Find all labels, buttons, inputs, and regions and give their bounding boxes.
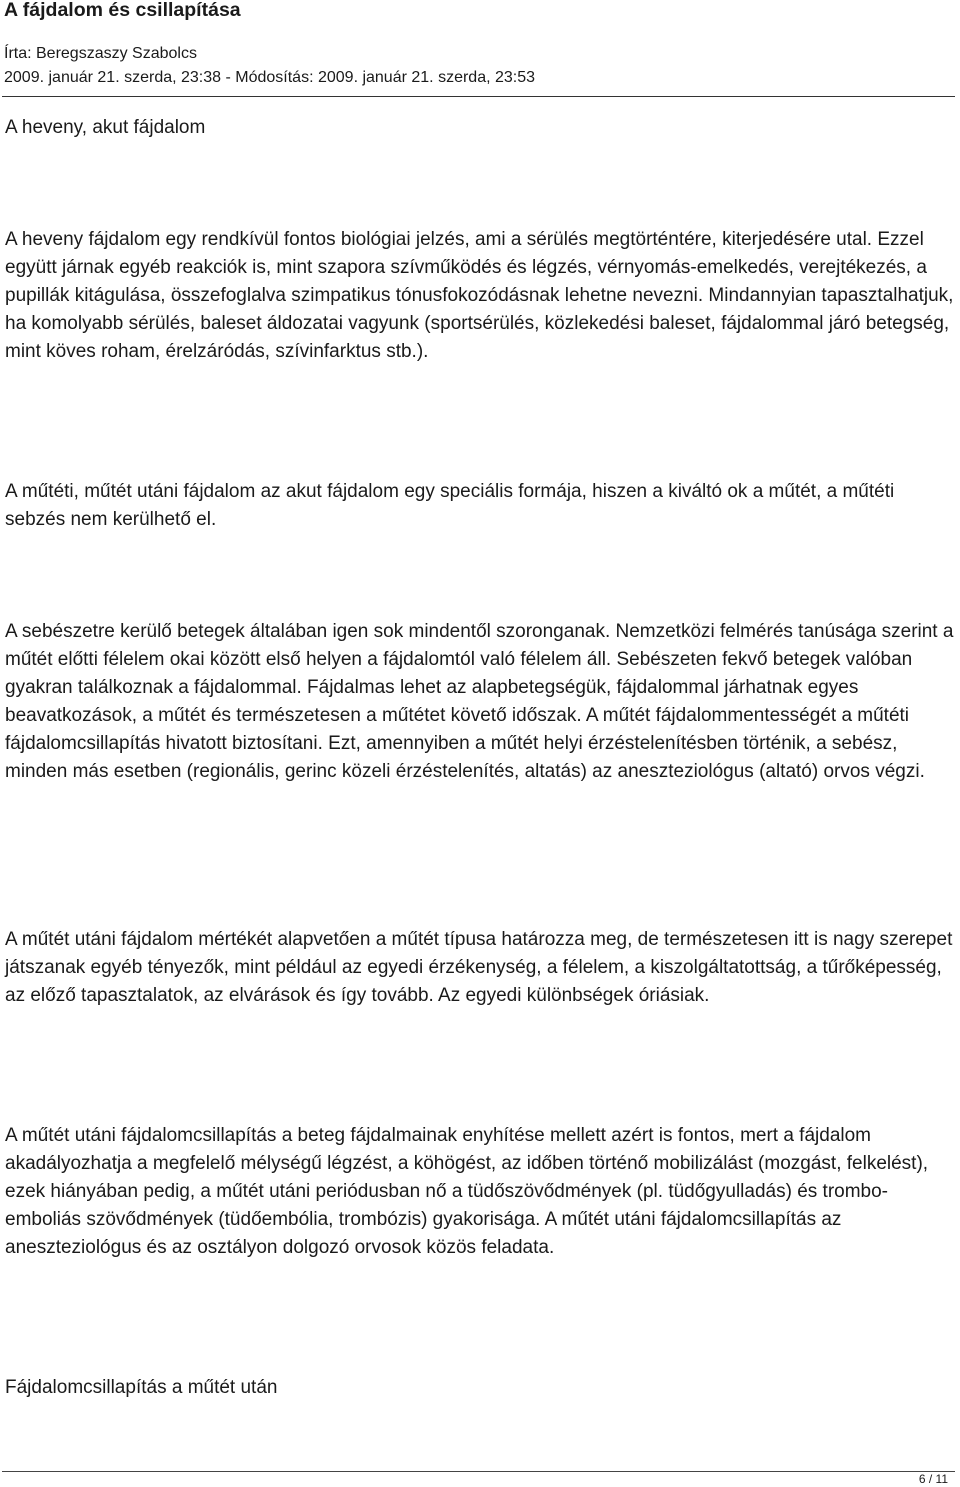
paragraph-acute-pain: A heveny fájdalom egy rendkívül fontos biológiai jelzés, ami a sérülés megtörténtére, kiterjedésére utal. Ezzel együtt járnak egyéb reakciók is, mint szapora szívműködés és légzés, vérnyomás-emelkedés, verejtékezés, a pupillák kitágulása, összefoglalva szimpatikus tónusfokozódásnak lehetne nevezni. Mindannyian tapasztalhatjuk, ha komolyabb sérülés, baleset áldozatai vagyunk (sportsérülés, közlekedési baleset, fájdalommal járó betegség, mint köves roham, érelzáródás, szívinfarktus stb.). [5, 229, 954, 362]
section-heading-postop-relief: Fájdalomcsillapítás a műtét után [5, 1377, 278, 1398]
article-title: A fájdalom és csillapítása [4, 0, 241, 21]
header-divider [2, 96, 955, 97]
paragraph-surgical-pain: A műtéti, műtét utáni fájdalom az akut fájdalom egy speciális formája, hiszen a kiváltó ok a műtét, a műtéti sebzés nem kerülhető el. [5, 481, 895, 530]
article-author: Írta: Beregszaszy Szabolcs [4, 45, 197, 62]
page-number: 6 / 11 [918, 1472, 948, 1486]
paragraph-pain-factors: A műtét utáni fájdalom mértékét alapvetően a műtét típusa határozza meg, de természetesen itt is nagy szerepet játszanak egyéb tényezők, mint például az egyedi érzékenység, a félelem, a kiszolgáltatottság, a tűrőképesség, az előző tapasztalatok, az elvárások és így tovább. Az egyedi különbségek óriásiak. [5, 929, 953, 1006]
article-date: 2009. január 21. szerda, 23:38 - Módosítás: 2009. január 21. szerda, 23:53 [4, 69, 536, 86]
paragraph-surgical-anxiety: A sebészetre kerülő betegek általában igen sok mindentől szoronganak. Nemzetközi felmérés tanúsága szerint a műtét előtti félelem okai között első helyen a fájdalomtól való félelem áll. Sebészeten fekvő betegek valóban gyakran találkoznak a fájdalommal. Fájdalmas lehet az alapbetegségük, fájdalommal járhatnak egyes beavatkozások, a műtét és természetesen a műtétet követő időszak. A műtét fájdalommentességét a műtéti fájdalomcsillapítás hivatott biztosítani. Ezt, amennyiben a műtét helyi érzéstelenítésben történik, a sebész, minden más esetben (regionális, gerinc közeli érzéstelenítés, altatás) az aneszteziológus (altató) orvos végzi. [5, 621, 954, 782]
paragraph-pain-relief-importance: A műtét utáni fájdalomcsillapítás a beteg fájdalmainak enyhítése mellett azért is fontos, mert a fájdalom akadályozhatja a megfelelő mélységű légzést, a köhögést, az időben történő mobilizálást (mozgást, felkelést), ezek hiányában pedig, a műtét utáni periódusban nő a tüdőszövődmények (pl. tüdőgyulladás) és trombo-emboliás szövődmények (tüdőembólia, trombózis) gyakorisága. A műtét utáni fájdalomcsillapítás az aneszteziológus és az osztályon dolgozó orvosok közös feladata. [5, 1125, 929, 1258]
footer-divider [2, 1471, 955, 1472]
section-heading-acute-pain: A heveny, akut fájdalom [5, 117, 206, 138]
